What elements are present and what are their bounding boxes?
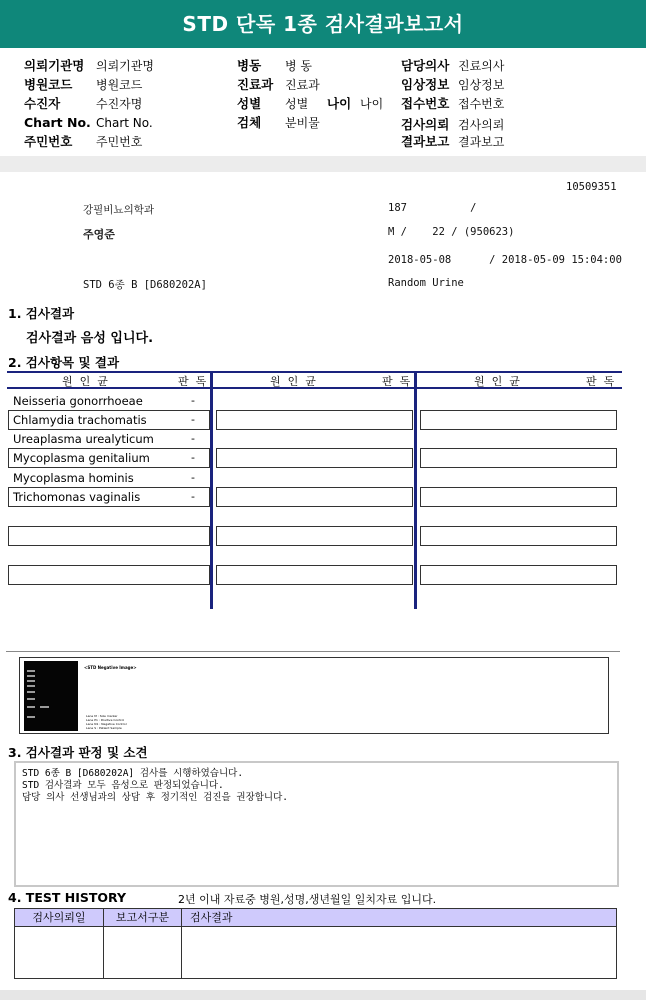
table-row-empty [216, 526, 413, 546]
marker-band [27, 670, 35, 672]
table-row: Mycoplasma hominis [13, 471, 134, 485]
header-request: 검사의뢰 검사의뢰 [401, 117, 505, 132]
result-value: - [191, 432, 195, 445]
opinion-line: STD 6종 B [D680202A] 검사를 시행하였습니다. [22, 768, 244, 779]
table-row: Chlamydia trachomatis [8, 410, 210, 430]
header-resident-no: 주민번호 주민번호 [24, 134, 143, 149]
history-col-divider [181, 909, 182, 978]
table-row-empty [8, 526, 210, 546]
table-row: Mycoplasma genitalium [8, 448, 210, 468]
table-row-empty [216, 487, 413, 507]
gel-image-panel [19, 657, 609, 734]
header-clinical-info: 임상정보 임상정보 [401, 77, 505, 92]
table-row-empty [420, 565, 617, 585]
header-chart-no: Chart No. Chart No. [24, 115, 153, 130]
header-department: 진료과 진료과 [237, 77, 320, 92]
col-pathogen-2: 원 인 균 [270, 375, 316, 388]
header-divider [0, 156, 646, 172]
history-col-type: 보고서구분 [115, 911, 170, 924]
table-row-empty [216, 565, 413, 585]
report-header [0, 48, 646, 170]
patient-name: 주영준 [83, 228, 115, 241]
gel-image [24, 661, 78, 731]
header-specimen: 검체 분비물 [237, 115, 320, 130]
marker-band [27, 716, 35, 718]
ward-room: 187 / [388, 202, 477, 214]
gel-title: <STD Negative Image> [84, 665, 137, 670]
result-value: - [191, 451, 195, 464]
header-hospital-code: 병원코드 병원코드 [24, 77, 143, 92]
col-result-1: 판 독 [178, 375, 207, 388]
header-ward: 병동 병 동 [237, 58, 312, 73]
header-client: 의뢰기관명 의뢰기관명 [24, 58, 154, 73]
section-result-heading: 1. 검사결과 [8, 306, 75, 321]
marker-band [27, 691, 35, 693]
marker-band [27, 698, 35, 700]
patient-sex-age: M / 22 / (950623) [388, 226, 515, 238]
page-footer [0, 990, 646, 1000]
marker-band [27, 675, 35, 677]
control-band [40, 706, 49, 708]
request-report-dates: 2018-05-08 / 2018-05-09 15:04:00 [388, 254, 622, 266]
history-col-date: 검사의뢰일 [32, 911, 86, 924]
table-row-empty [216, 448, 413, 468]
table-row-empty [8, 565, 210, 585]
section-history-heading: 4. TEST HISTORY [8, 890, 127, 905]
header-doctor: 담당의사 진료의사 [401, 58, 505, 73]
table-divider-2 [414, 372, 417, 609]
gel-separator [6, 651, 620, 652]
table-divider-1 [210, 372, 213, 609]
specimen-type: Random Urine [388, 277, 464, 289]
table-row: Ureaplasma urealyticum [13, 432, 154, 446]
result-summary: 검사결과 음성 입니다. [26, 331, 154, 346]
marker-band [27, 706, 35, 708]
history-note: 2년 이내 자료중 병원,성명,생년월일 일치자료 입니다. [178, 893, 437, 906]
table-row-empty [420, 410, 617, 430]
result-value: - [191, 490, 195, 503]
marker-band [27, 685, 35, 687]
col-result-3: 판 독 [586, 375, 615, 388]
clinic-name: 강필비뇨의학과 [83, 204, 155, 216]
col-pathogen-3: 원 인 균 [474, 375, 520, 388]
section-items-heading: 2. 검사항목 및 결과 [8, 355, 120, 370]
receipt-number: 10509351 [566, 181, 617, 193]
col-result-2: 판 독 [382, 375, 411, 388]
section-opinion-heading: 3. 검사결과 판정 및 소견 [8, 745, 148, 760]
table-row: Neisseria gonorrhoeae [13, 394, 143, 408]
col-pathogen-1: 원 인 균 [62, 375, 108, 388]
test-name: STD 6종 B [D680202A] [83, 279, 207, 291]
opinion-line: STD 검사결과 모두 음성으로 판정되었습니다. [22, 780, 224, 791]
header-receipt-no: 접수번호 접수번호 [401, 96, 505, 111]
table-row-empty [216, 410, 413, 430]
header-age: 나이 나이 [327, 96, 384, 111]
header-sex: 성별 성별 [237, 96, 309, 111]
header-report: 결과보고 결과보고 [401, 134, 505, 149]
opinion-line: 담당 의사 선생님과의 상담 후 정기적인 검진을 권장합니다. [22, 792, 289, 803]
header-patient: 수진자 수진자명 [24, 96, 143, 111]
opinion-box [14, 761, 619, 887]
history-col-divider [103, 909, 104, 978]
history-col-result: 검사결과 [190, 911, 233, 924]
table-row-empty [420, 526, 617, 546]
result-value: - [191, 394, 195, 407]
table-row-empty [420, 487, 617, 507]
gel-legend: Lane M : Size marker Lane P1 : Positive Control Lane N1 : Negative Control Lane S : Patient Sample [86, 714, 127, 730]
marker-band [27, 680, 35, 682]
result-value: - [191, 471, 195, 484]
history-table [14, 908, 617, 979]
report-title: STD 단독 1종 검사결과보고서 [0, 0, 646, 48]
table-row: Trichomonas vaginalis [8, 487, 210, 507]
result-value: - [191, 413, 195, 426]
table-row-empty [420, 448, 617, 468]
